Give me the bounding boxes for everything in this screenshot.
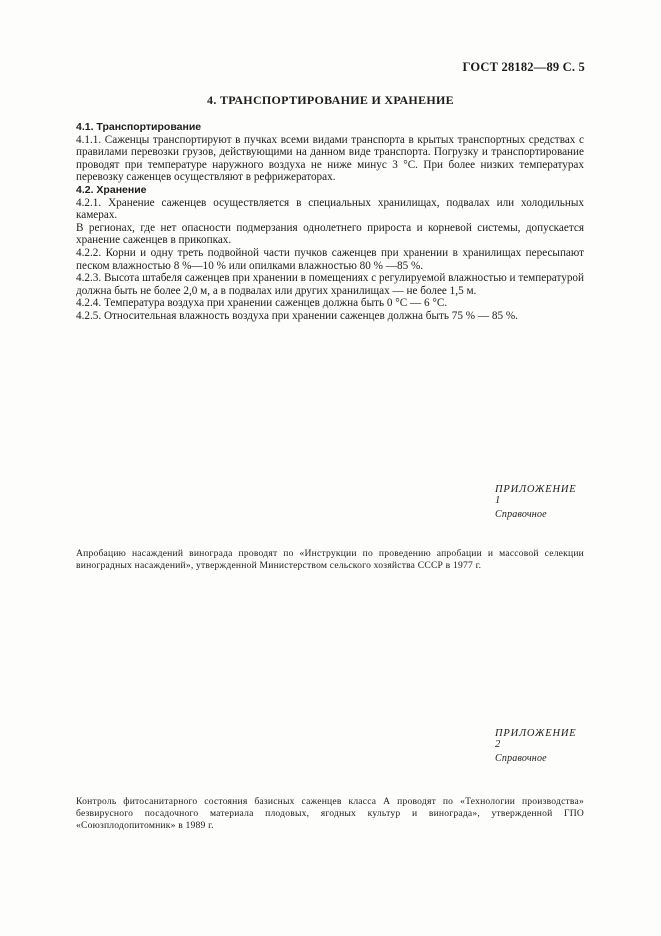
page-header-doc-ref: ГОСТ 28182—89 С. 5 <box>462 60 585 74</box>
subheading-storage: 4.2. Хранение <box>76 183 147 196</box>
appendix-2-label <box>495 728 585 764</box>
section-body <box>76 121 584 323</box>
paragraph-4-2-1-regions: В регионах, где нет опасности подмерзания однолетнего прироста и корневой системы, допускается хранение саженцев в прикопках. <box>76 221 584 247</box>
appendix-1-kind: Справочное <box>495 509 547 520</box>
paragraph-4-2-3: 4.2.3. Высота штабеля саженцев при хранении в помещениях с регулируемой влажностью и температурой должна быть не более 2,0 м, а в подвалах или других хранилищах — не более 1,5 м. <box>76 272 584 297</box>
paragraph-4-2-1: 4.2.1. Хранение саженцев осуществляется в специальных хранилищах, подвалах или холодильных камерах. <box>76 196 584 222</box>
paragraph-4-2-5: 4.2.5. Относительная влажность воздуха при хранении саженцев должна быть 75 % — 85 %. <box>76 309 518 322</box>
appendix-2-text: Контроль фитосанитарного состояния базисных саженцев класса А проводят по «Технологии производства» безвирусного посадочного материала плодовых, ягодных культур и винограда», утвержденной ГПО «Союзплодопитомник» в 1989 г. <box>76 796 584 832</box>
subheading-transport: 4.1. Транспортирование <box>76 121 202 133</box>
paragraph-4-2-2: 4.2.2. Корни и одну треть подвойной части пучков саженцев при хранении в хранилищах пересыпают песком влажностью 8 %—10 % или опилками влажностью 80 % —85 %. <box>76 246 584 272</box>
appendix-1-label <box>495 484 585 520</box>
appendix-2-kind: Справочное <box>495 753 547 764</box>
appendix-2-title: ПРИЛОЖЕНИЕ 2 <box>495 728 577 750</box>
paragraph-4-2-4: 4.2.4. Температура воздуха при хранении саженцев должна быть 0 °С — 6 °С. <box>76 297 448 310</box>
section-title: 4. ТРАНСПОРТИРОВАНИЕ И ХРАНЕНИЕ <box>207 93 454 107</box>
appendix-1-title: ПРИЛОЖЕНИЕ 1 <box>495 484 577 506</box>
appendix-1-text: Апробацию насаждений винограда проводят по «Инструкции по проведению апробации и массовой селекции виноградных насаждений», утвержденной Министерством сельского хозяйства СССР в 1977 г. <box>76 548 584 572</box>
paragraph-4-1-1: 4.1.1. Саженцы транспортируют в пучках всеми видами транспорта в крытых транспортных средствах с правилами перевозки грузов, действующими на данном виде транспорта. Погрузку и транспортирование проводят при температуре наружного воздуха не ниже минус 3 °С. При более низких температурах перевозку саженцев осуществляют в рефрижераторах. <box>76 133 584 184</box>
